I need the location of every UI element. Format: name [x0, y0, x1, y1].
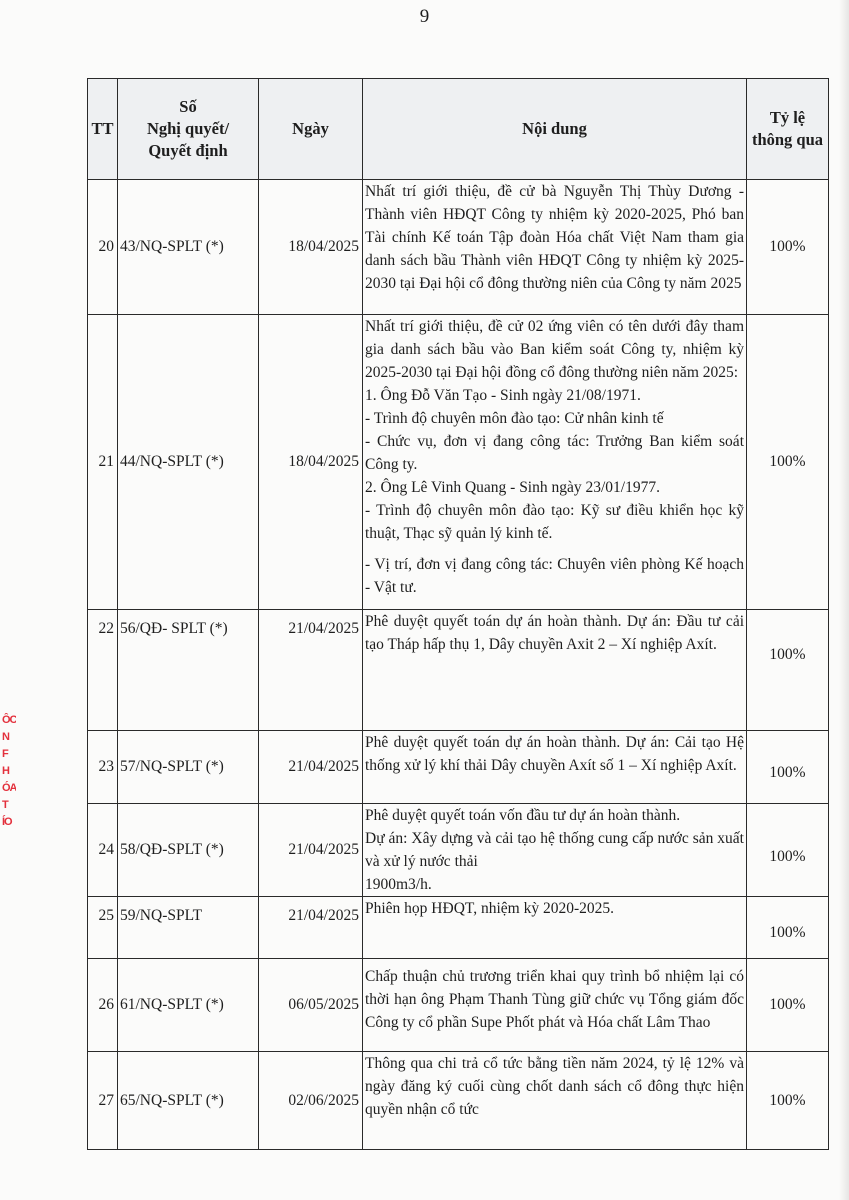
content-line: 2. Ông Lê Vinh Quang - Sinh ngày 23/01/1977.: [365, 479, 660, 496]
red-stamp-fragment: [2, 712, 16, 831]
approval-rate: 100%: [747, 610, 829, 731]
scan-edge-shadow: [839, 0, 849, 1200]
resolution-content: [363, 731, 747, 804]
approval-rate: 100%: [747, 1052, 829, 1150]
resolution-content: [363, 897, 747, 959]
content-line: - Trình độ chuyên môn đào tạo: Cử nhân kinh tế: [365, 410, 664, 427]
approval-rate: 100%: [747, 804, 829, 897]
stamp-text: ÍO: [2, 816, 12, 828]
table-row: [88, 731, 829, 804]
resolution-date: 06/05/2025: [259, 959, 363, 1052]
content-line: Thông qua chi trả cổ tức bằng tiền năm 2024, tỷ lệ 12% và ngày đăng ký cuối cùng chốt danh sách cổ đông thực hiện quyền nhận cổ tức: [365, 1055, 744, 1118]
resolution-content: [363, 959, 747, 1052]
resolution-content: [363, 315, 747, 610]
row-number: 20: [88, 180, 118, 315]
resolution-date: 21/04/2025: [259, 610, 363, 731]
content-line: Nhất trí giới thiệu, đề cử bà Nguyễn Thị Thùy Dương - Thành viên HĐQT Công ty nhiệm kỳ 2020-2025, Phó ban Tài chính Kế toán Tập đoàn Hóa chất Việt Nam tham gia danh sách bầu Thành viên HĐQT Công ty nhiệm kỳ 2025-2030 tại Đại hội cổ đông thường niên của Công ty năm 2025: [365, 183, 744, 292]
table-row: [88, 804, 829, 897]
resolution-content: [363, 1052, 747, 1150]
resolution-number: 58/QĐ-SPLT (*): [118, 804, 259, 897]
approval-rate: 100%: [747, 731, 829, 804]
table-row: [88, 610, 829, 731]
table-row: [88, 315, 829, 610]
resolution-number: 43/NQ-SPLT (*): [118, 180, 259, 315]
stamp-text: ÓA: [2, 782, 16, 794]
resolution-content: [363, 180, 747, 315]
page-number: 9: [419, 6, 430, 27]
content-line: Phê duyệt quyết toán dự án hoàn thành. Dự án: Cải tạo Hệ thống xử lý khí thải Dây chuyền Axít số 1 – Xí nghiệp Axít.: [365, 734, 744, 774]
stamp-text: N: [2, 731, 9, 743]
content-line: Phê duyệt quyết toán vốn đầu tư dự án hoàn thành.: [365, 807, 681, 824]
resolution-date: 18/04/2025: [259, 315, 363, 610]
header-so-line3: Quyết định: [148, 141, 228, 160]
content-line: - Vị trí, đơn vị đang công tác: Chuyên viên phòng Kế hoạch - Vật tư.: [365, 556, 744, 596]
content-line: Dự án: Xây dựng và cải tạo hệ thống cung cấp nước sản xuất và xử lý nước thải: [365, 830, 744, 870]
header-ty-le-line2: thông qua: [751, 130, 824, 149]
header-so-line1: Số: [179, 97, 197, 116]
approval-rate: 100%: [747, 897, 829, 959]
table-row: [88, 180, 829, 315]
stamp-text: ÔC: [2, 714, 16, 726]
resolution-number: 57/NQ-SPLT (*): [118, 731, 259, 804]
approval-rate: 100%: [747, 180, 829, 315]
table-header: [88, 79, 829, 180]
resolution-date: 21/04/2025: [259, 897, 363, 959]
table-body: [88, 180, 829, 1150]
resolution-date: 18/04/2025: [259, 180, 363, 315]
approval-rate: 100%: [747, 315, 829, 610]
stamp-text: T: [2, 799, 8, 811]
header-ty-le: [747, 79, 829, 180]
resolution-date: 21/04/2025: [259, 804, 363, 897]
table-row: [88, 1052, 829, 1150]
header-noi-dung: Nội dung: [363, 79, 747, 180]
resolution-content: [363, 610, 747, 731]
table-row: [88, 959, 829, 1052]
header-tt: TT: [88, 79, 118, 180]
header-so-line2: Nghị quyết/: [146, 119, 230, 138]
content-line: Phê duyệt quyết toán dự án hoàn thành. Dự án: Đầu tư cải tạo Tháp hấp thụ 1, Dây chuyền Axit 2 – Xí nghiệp Axít.: [365, 613, 744, 653]
header-ty-le-line1: Tỷ lệ: [769, 108, 806, 127]
resolution-number: 59/NQ-SPLT: [118, 897, 259, 959]
content-line: 1. Ông Đỗ Văn Tạo - Sinh ngày 21/08/1971.: [365, 387, 641, 404]
row-number: 24: [88, 804, 118, 897]
content-line: Phiên họp HĐQT, nhiệm kỳ 2020-2025.: [365, 900, 614, 917]
content-line: - Chức vụ, đơn vị đang công tác: Trưởng Ban kiểm soát Công ty.: [365, 433, 744, 473]
resolution-number: 65/NQ-SPLT (*): [118, 1052, 259, 1150]
resolution-number: 61/NQ-SPLT (*): [118, 959, 259, 1052]
resolution-content: [363, 804, 747, 897]
resolution-date: 02/06/2025: [259, 1052, 363, 1150]
row-number: 21: [88, 315, 118, 610]
table-row: [88, 897, 829, 959]
row-number: 22: [88, 610, 118, 731]
content-line: 1900m3/h.: [365, 876, 432, 893]
row-number: 25: [88, 897, 118, 959]
stamp-text: H: [2, 765, 9, 777]
resolution-date: 21/04/2025: [259, 731, 363, 804]
row-number: 26: [88, 959, 118, 1052]
resolutions-table: [87, 78, 829, 1150]
row-number: 27: [88, 1052, 118, 1150]
row-number: 23: [88, 731, 118, 804]
header-so-nghi-quyet: [118, 79, 259, 180]
content-line: Nhất trí giới thiệu, đề cử 02 ứng viên có tên dưới đây tham gia danh sách bầu vào Ban kiểm soát Công ty, nhiệm kỳ 2025-2030 tại Đại hội đồng cổ đông thường niên năm 2025:: [365, 318, 744, 381]
stamp-text: F: [2, 748, 8, 760]
content-line: Chấp thuận chủ trương triển khai quy trình bổ nhiệm lại có thời hạn ông Phạm Thanh Tùng giữ chức vụ Tổng giám đốc Công ty cổ phần Supe Phốt phát và Hóa chất Lâm Thao: [365, 968, 744, 1031]
approval-rate: 100%: [747, 959, 829, 1052]
header-ngay: Ngày: [259, 79, 363, 180]
resolution-number: 56/QĐ- SPLT (*): [118, 610, 259, 731]
resolution-number: 44/NQ-SPLT (*): [118, 315, 259, 610]
content-line: - Trình độ chuyên môn đào tạo: Kỹ sư điều khiển học kỹ thuật, Thạc sỹ quản lý kinh tế.: [365, 502, 744, 542]
